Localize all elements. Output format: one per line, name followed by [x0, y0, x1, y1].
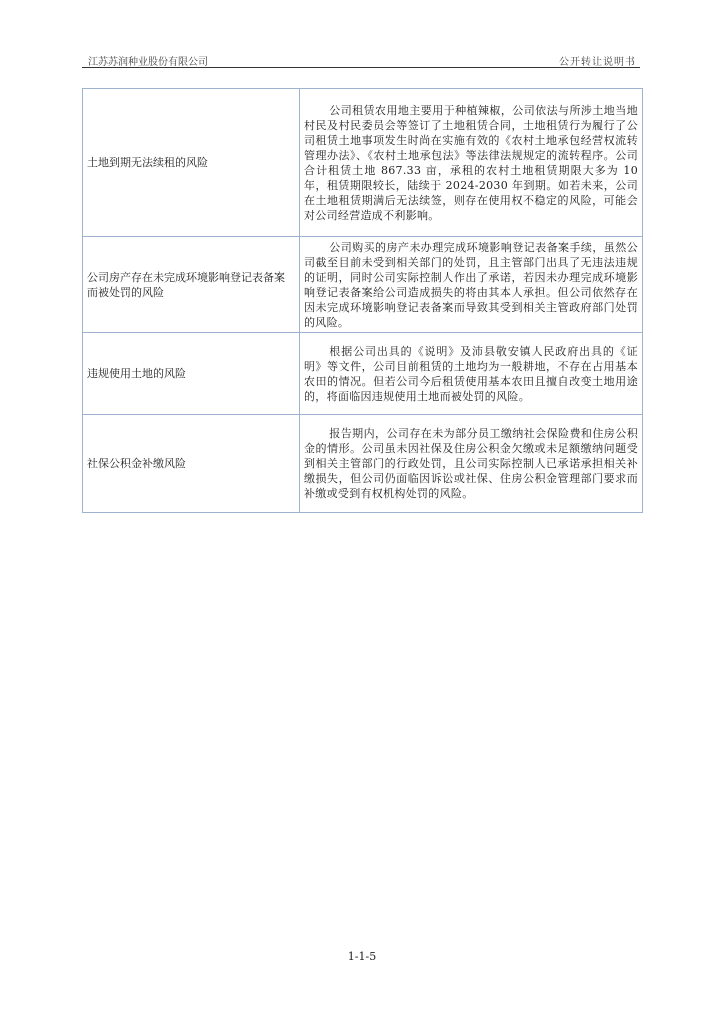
document-type: 公开转让说明书 — [559, 57, 636, 68]
risk-description: 报告期内，公司存在未为部分员工缴纳社会保险费和住房公积金的情形。公司虽未因社保及住房公积金欠缴或未足额缴纳问题受到相关主管部门的行政处罚，且公司实际控制人已承诺承担相关补缴损失，但公司仍面临因诉讼或社保、住房公积金管理部门要求而补缴或受到有权机构处罚的风险。 — [300, 415, 643, 513]
table-row — [83, 237, 643, 333]
risk-table — [82, 88, 643, 513]
risk-description: 公司购买的房产未办理完成环境影响登记表备案手续，虽然公司截至目前未受到相关部门的处罚，且主管部门出具了无违法违规的证明，同时公司实际控制人作出了承诺，若因未办理完成环境影响登记表备案给公司造成损失的将由其本人承担。但公司依然存在因未完成环境影响登记表备案而导致其受到相关主管政府部门处罚的风险。 — [300, 237, 643, 333]
risk-description: 公司租赁农用地主要用于种植辣椒，公司依法与所涉土地当地村民及村民委员会等签订了土地租赁合同，土地租赁行为履行了公司租赁土地事项发生时尚在实施有效的《农村土地承包经营权流转管理办法》、《农村土地承包法》等法律法规规定的流转程序。公司合计租赁土地 867.33 亩，承租的农村土地租赁期限大多为 10 年，租赁期限较长，陆续于 2024-2030 年到期。如若未来，公司在土地租赁期满后无法续签，则存在使用权不稳定的风险，可能会对公司经营造成不利影响。 — [300, 89, 643, 237]
risk-name: 违规使用土地的风险 — [83, 333, 300, 415]
risk-name: 社保公积金补缴风险 — [83, 415, 300, 513]
table-row — [83, 89, 643, 237]
page-number: 1-1-5 — [347, 950, 377, 963]
risk-description: 根据公司出具的《说明》及沛县敬安镇人民政府出具的《证明》等文件，公司目前租赁的土地均为一般耕地，不存在占用基本农田的情况。但若公司今后租赁使用基本农田且擅自改变土地用途的，将面临因违规使用土地而被处罚的风险。 — [300, 333, 643, 415]
table-row — [83, 415, 643, 513]
table-row — [83, 333, 643, 415]
company-name: 江苏苏润种业股份有限公司 — [88, 57, 208, 68]
risk-name: 公司房产存在未完成环境影响登记表备案而被处罚的风险 — [83, 237, 300, 333]
risk-name: 土地到期无法续租的风险 — [83, 89, 300, 237]
page-header — [82, 51, 640, 68]
